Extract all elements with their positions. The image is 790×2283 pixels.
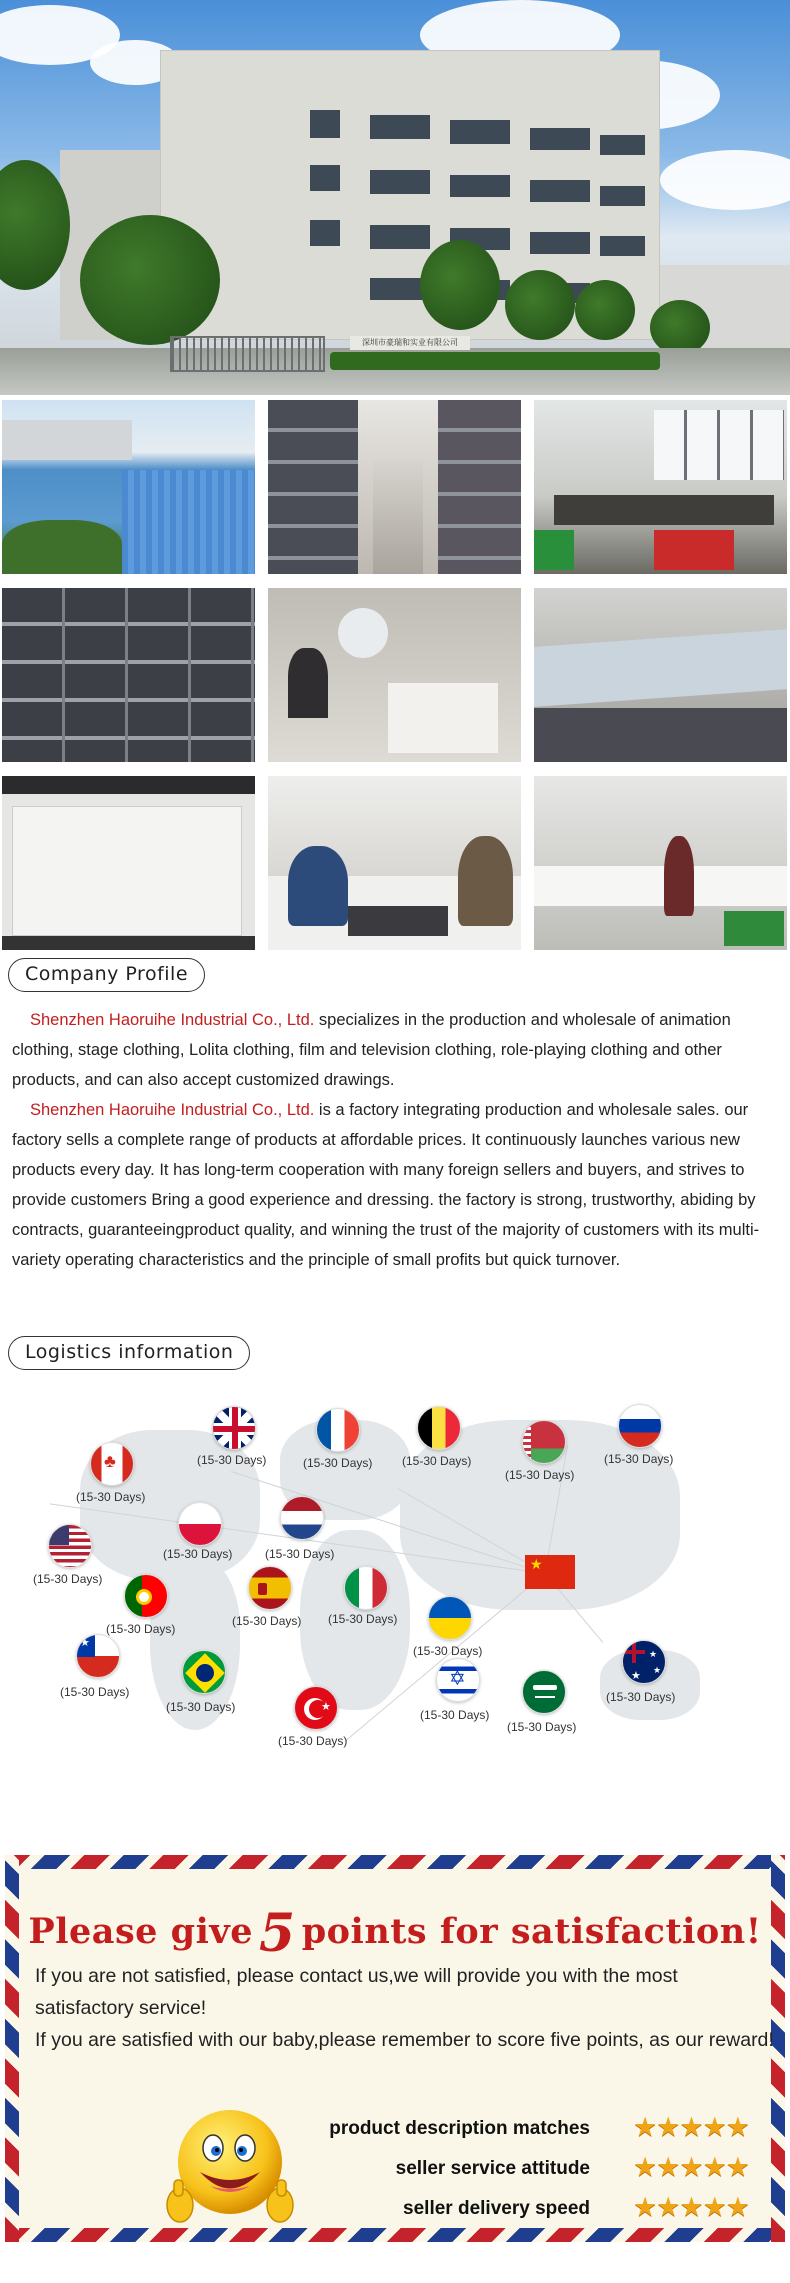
canada-flag-icon: ♣	[90, 1442, 134, 1486]
australia-flag-icon: ★ ★ ★	[622, 1640, 666, 1684]
sewing-workshop-photo	[534, 400, 787, 574]
belgium-flag-icon	[417, 1406, 461, 1450]
israel-flag-icon: ✡	[436, 1658, 480, 1702]
profile-paragraph-1: Shenzhen Haoruihe Industrial Co., Ltd. specializes in the production and wholesale of animation clothing, stage clothing, Lolita clothing, film and television clothing, role-playing clothing and other products, and can also accept customized drawings.	[12, 1011, 731, 1089]
brazil-flag-icon	[182, 1650, 226, 1694]
factory-gate	[170, 336, 325, 372]
usa-flag-icon	[48, 1524, 92, 1568]
factory-aerial-photo	[2, 400, 255, 574]
rating-row-description: product description matches ★★★★★	[329, 2112, 749, 2142]
italy-flag-icon	[344, 1566, 388, 1610]
uk-flag-icon	[212, 1406, 256, 1450]
russia-flag-icon	[618, 1404, 662, 1448]
logistics-world-map: ★ (15-30 Days) (15-30 Days) (15-30 Days) (15-30 Days) (15-30 Days) ♣ (15-30 Days) (15-30 Days) (15-30 Days) (15-30 Days) (15-30 Days) (15-30 Days) (15-30 Days) (15-30 Days) ★ (15-30 Days) (15-30 Days) ★ (15-30 Days) ✡ (15-30 Days) (15-30 Days) ★ ★ ★ (15-30 Days)	[0, 1390, 790, 1790]
china-flag-origin: ★	[525, 1555, 575, 1589]
poland-flag-icon	[178, 1502, 222, 1546]
satisfaction-title: Please give 5 points for satisfaction!	[28, 1903, 762, 1964]
company-name: Shenzhen Haoruihe Industrial Co., Ltd.	[30, 1011, 315, 1029]
warehouse-aisle-photo	[268, 400, 521, 574]
company-profile-heading: Company Profile	[8, 958, 205, 992]
ukraine-flag-icon	[428, 1596, 472, 1640]
production-floor-photo	[534, 776, 787, 950]
satisfaction-message: If you are not satisfied, please contact us,we will provide you with the most satisfactory service! If you are satisfied with our baby,please remember to score five points, as our reward!	[35, 1965, 774, 2051]
turkey-flag-icon: ★	[294, 1686, 338, 1730]
chile-flag-icon: ★	[76, 1634, 120, 1678]
plotter-printer-photo	[2, 776, 255, 950]
satisfaction-envelope	[5, 1855, 785, 2242]
belarus-flag-icon	[522, 1420, 566, 1464]
rating-row-service: seller service attitude ★★★★★	[395, 2152, 749, 2182]
company-name: Shenzhen Haoruihe Industrial Co., Ltd.	[30, 1101, 315, 1119]
france-flag-icon	[316, 1408, 360, 1452]
rating-row-delivery: seller delivery speed ★★★★★	[403, 2192, 749, 2222]
cutting-table-photo	[534, 588, 787, 762]
sewing-workers-photo	[268, 776, 521, 950]
five-star-rating: ★★★★★	[632, 2192, 749, 2222]
saudi-arabia-flag-icon	[522, 1670, 566, 1714]
five-star-rating: ★★★★★	[632, 2112, 749, 2142]
logistics-heading: Logistics information	[8, 1336, 250, 1370]
portugal-flag-icon	[124, 1574, 168, 1618]
office-desk-photo	[268, 588, 521, 762]
spain-flag-icon	[248, 1566, 292, 1610]
company-profile-text	[12, 1005, 787, 1275]
building-sign: 深圳市豪瑞和实业有限公司	[350, 336, 470, 350]
netherlands-flag-icon	[280, 1496, 324, 1540]
profile-paragraph-2: Shenzhen Haoruihe Industrial Co., Ltd. is a factory integrating production and wholesale sales. our factory sells a complete range of products at affordable prices. It continuously launches various new products every day. It has long-term cooperation with many foreign sellers and buyers, and strives to provide customers Bring a good experience and dressing. the factory is strong, trustworthy, abiding by contracts, guaranteeingproduct quality, and winning the trust of the majority of customers with its multi-variety operating characteristics and the principle of small profits but quick turnover.	[12, 1101, 760, 1269]
factory-building-photo	[0, 0, 790, 395]
five-star-rating: ★★★★★	[632, 2152, 749, 2182]
smiley-thumbs-up-icon	[165, 2100, 295, 2230]
storage-shelves-photo	[2, 588, 255, 762]
